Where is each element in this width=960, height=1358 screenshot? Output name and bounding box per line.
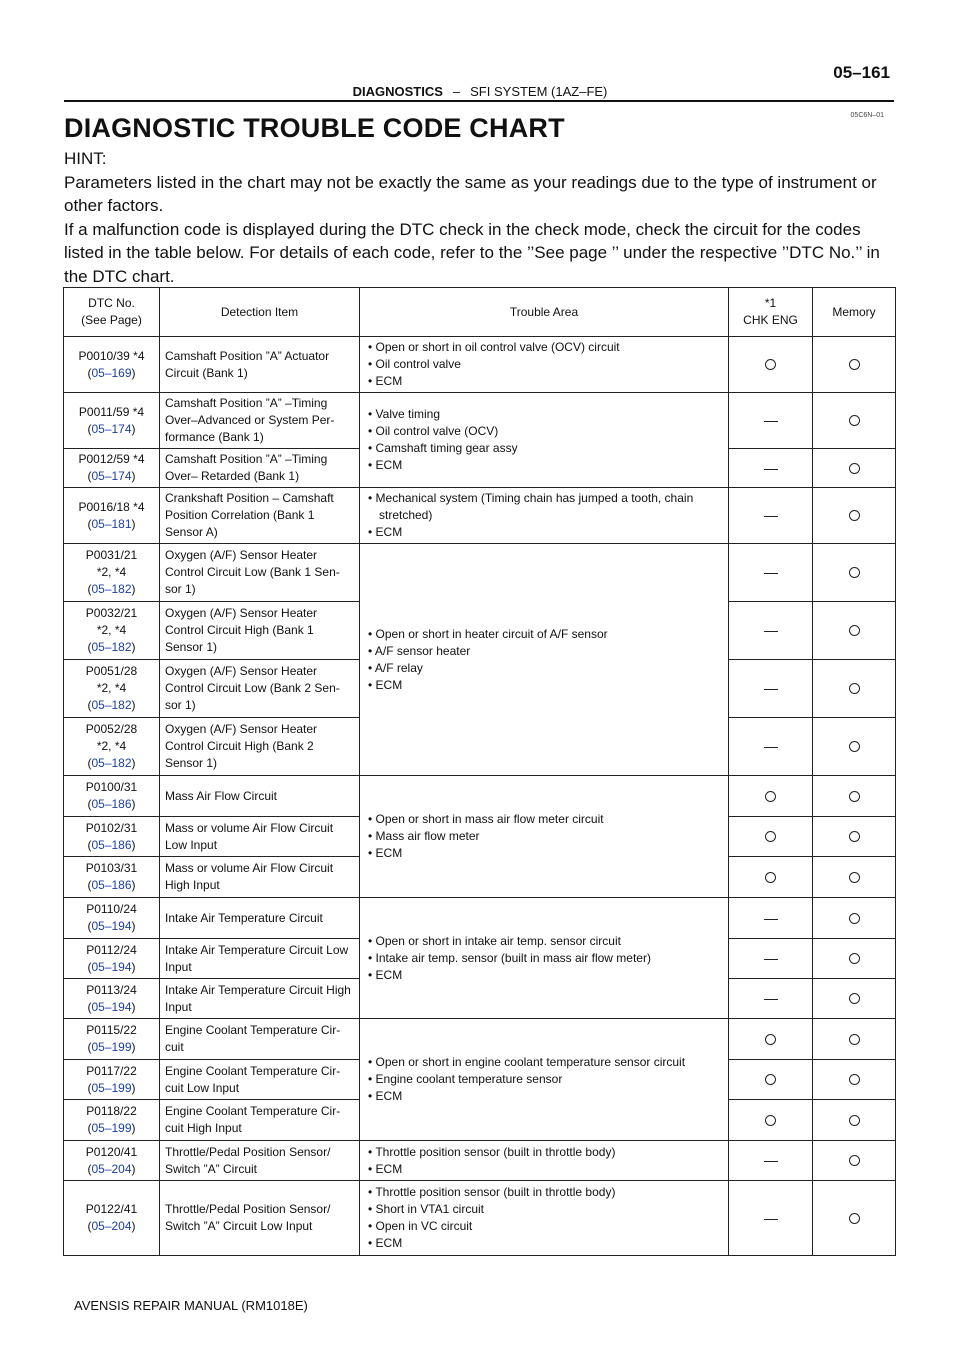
chk-eng-cell xyxy=(729,979,813,1019)
trouble-area-item: • Camshaft timing gear assy xyxy=(368,441,518,455)
memory-cell xyxy=(813,1181,896,1256)
trouble-area-item: • ECM xyxy=(368,677,403,692)
circle-symbol xyxy=(849,625,860,636)
dtc-code: P0016/18 *4 xyxy=(78,499,145,514)
circle-symbol xyxy=(849,913,860,924)
memory-cell xyxy=(813,1100,896,1141)
circle-symbol xyxy=(849,510,860,521)
detection-item-cell: Oxygen (A/F) Sensor Heater Control Circuit Low (Bank 2 Sen- sor 1) xyxy=(160,660,360,718)
header-chk-eng: *1 CHK ENG xyxy=(729,288,813,337)
hint-label: HINT: xyxy=(64,149,107,168)
see-page-link[interactable]: 05–199 xyxy=(91,1080,132,1095)
dtc-code: P0031/21 xyxy=(85,548,138,562)
circle-symbol xyxy=(765,791,776,802)
see-page-link[interactable]: 05–204 xyxy=(91,1219,132,1233)
see-page-link[interactable]: 05–194 xyxy=(91,999,132,1014)
trouble-area-cell xyxy=(360,1141,729,1181)
table-row xyxy=(64,1141,896,1181)
dtc-number-cell xyxy=(64,488,160,544)
dtc-code: P0122/41 xyxy=(85,1202,138,1216)
header-separator: – xyxy=(452,84,461,99)
see-page-link[interactable]: 05–174 xyxy=(91,469,132,483)
dtc-number-cell xyxy=(64,898,160,939)
dtc-code: P0120/41 xyxy=(85,1144,138,1159)
trouble-area-item: • Valve timing xyxy=(368,407,441,421)
dtc-number-cell xyxy=(64,1060,160,1100)
trouble-area-item: • Throttle position sensor (built in throttle body) xyxy=(368,1185,616,1199)
dtc-number-cell xyxy=(64,979,160,1019)
memory-cell xyxy=(813,1060,896,1100)
see-page-link[interactable]: 05–182 xyxy=(91,640,132,654)
see-page-link[interactable]: 05–182 xyxy=(91,698,132,712)
see-page-line: (05–182) xyxy=(87,698,136,712)
dash-symbol xyxy=(764,1161,778,1162)
dtc-code-notes: *2, *4 xyxy=(96,565,127,579)
memory-cell xyxy=(813,718,896,776)
trouble-area-item: • ECM xyxy=(368,1161,403,1176)
see-page-line: (05–199) xyxy=(87,1080,136,1095)
see-page-link[interactable]: 05–182 xyxy=(91,756,132,770)
chk-eng-cell xyxy=(729,1100,813,1141)
table-row xyxy=(64,393,896,449)
dtc-number-cell xyxy=(64,449,160,488)
dash-symbol xyxy=(764,999,778,1000)
dtc-number-cell xyxy=(64,660,160,718)
dtc-number-cell xyxy=(64,817,160,857)
memory-cell xyxy=(813,393,896,449)
dtc-code: P0012/59 *4 xyxy=(78,452,145,466)
chk-eng-cell xyxy=(729,602,813,660)
dtc-number-cell xyxy=(64,337,160,393)
trouble-area-cell xyxy=(360,393,729,488)
document-code: 05C6N–01 xyxy=(850,112,884,119)
trouble-area-item: • Intake air temp. sensor (built in mass air flow meter) xyxy=(368,950,651,965)
dtc-chart-table xyxy=(63,287,896,1256)
dtc-number-cell xyxy=(64,1019,160,1060)
dash-symbol xyxy=(764,919,778,920)
dtc-code: P0100/31 xyxy=(85,780,138,794)
dtc-number-cell xyxy=(64,544,160,602)
see-page-line: (05–194) xyxy=(87,919,136,933)
detection-item-cell: Camshaft Position ”A” –Timing Over–Advanced or System Per- formance (Bank 1) xyxy=(160,393,360,449)
circle-symbol xyxy=(849,993,860,1004)
table-row xyxy=(64,544,896,602)
memory-cell xyxy=(813,449,896,488)
detection-item-cell: Mass Air Flow Circuit xyxy=(160,776,360,817)
trouble-area-cell xyxy=(360,337,729,393)
circle-symbol xyxy=(765,1074,776,1085)
dtc-code: P0051/28 xyxy=(85,664,138,678)
table-row xyxy=(64,776,896,817)
dash-symbol xyxy=(764,516,778,517)
see-page-link[interactable]: 05–186 xyxy=(91,878,132,892)
see-page-line: (05–199) xyxy=(87,1121,136,1135)
header-trouble-area: Trouble Area xyxy=(360,288,729,337)
dtc-code: P0113/24 xyxy=(86,982,137,997)
detection-item-cell: Oxygen (A/F) Sensor Heater Control Circuit Low (Bank 1 Sen- sor 1) xyxy=(160,544,360,602)
circle-symbol xyxy=(849,791,860,802)
see-page-line: (05–186) xyxy=(87,797,136,811)
hint-paragraph-2: If a malfunction code is displayed during the DTC check in the check mode, check the circuit for the codes listed in the table below. For details of each code, refer to the ’’See page ’’ under the respective ’’DTC No.’’ in the DTC chart. xyxy=(64,219,880,286)
see-page-line: (05–194) xyxy=(87,999,136,1014)
trouble-area-cell xyxy=(360,776,729,898)
see-page-link[interactable]: 05–169 xyxy=(91,365,132,380)
trouble-area-cell xyxy=(360,1181,729,1256)
trouble-area-item: • A/F sensor heater xyxy=(368,643,471,658)
see-page-link[interactable]: 05–186 xyxy=(91,797,132,811)
circle-symbol xyxy=(849,683,860,694)
dtc-number-cell xyxy=(64,602,160,660)
dash-symbol xyxy=(764,1219,778,1220)
circle-symbol xyxy=(849,359,860,370)
memory-cell xyxy=(813,488,896,544)
see-page-line: (05–181) xyxy=(87,516,136,531)
detection-item-cell: Oxygen (A/F) Sensor Heater Control Circuit High (Bank 2 Sensor 1) xyxy=(160,718,360,776)
memory-cell xyxy=(813,1019,896,1060)
dtc-number-cell xyxy=(64,718,160,776)
dtc-code: P0117/22 xyxy=(86,1063,137,1078)
chk-eng-cell xyxy=(729,718,813,776)
trouble-area-cell xyxy=(360,1019,729,1141)
trouble-area-item: • Oil control valve xyxy=(368,357,461,371)
memory-cell xyxy=(813,857,896,898)
dtc-code: P0112/24 xyxy=(86,942,137,957)
dash-symbol xyxy=(764,747,778,748)
header-dtc-no: DTC No. (See Page) xyxy=(64,288,160,337)
detection-item-cell: Throttle/Pedal Position Sensor/ Switch ”A” Circuit xyxy=(160,1141,360,1181)
chk-eng-cell xyxy=(729,939,813,979)
memory-cell xyxy=(813,602,896,660)
chk-eng-cell xyxy=(729,898,813,939)
dtc-number-cell xyxy=(64,1100,160,1141)
table-row xyxy=(64,488,896,544)
see-page-link[interactable]: 05–194 xyxy=(91,919,132,933)
circle-symbol xyxy=(849,567,860,578)
chk-eng-cell xyxy=(729,1019,813,1060)
detection-item-cell: Mass or volume Air Flow Circuit Low Input xyxy=(160,817,360,857)
dtc-number-cell xyxy=(64,1181,160,1256)
see-page-line: (05–182) xyxy=(87,582,136,596)
memory-cell xyxy=(813,817,896,857)
trouble-area-item: • Short in VTA1 circuit xyxy=(368,1202,485,1216)
memory-cell xyxy=(813,979,896,1019)
see-page-line: (05–174) xyxy=(87,469,136,483)
trouble-area-item: • Throttle position sensor (built in throttle body) xyxy=(368,1144,616,1159)
dash-symbol xyxy=(764,573,778,574)
see-page-link[interactable]: 05–199 xyxy=(91,1040,132,1054)
memory-cell xyxy=(813,776,896,817)
trouble-area-cell xyxy=(360,544,729,776)
table-row xyxy=(64,1019,896,1060)
detection-item-cell: Engine Coolant Temperature Cir- cuit High Input xyxy=(160,1100,360,1141)
trouble-area-item: • Open or short in oil control valve (OCV) circuit xyxy=(368,340,620,354)
dtc-code-notes: *2, *4 xyxy=(96,681,127,695)
detection-item-cell: Camshaft Position ”A” –Timing Over– Retarded (Bank 1) xyxy=(160,449,360,488)
dtc-number-cell xyxy=(64,393,160,449)
table-header-row xyxy=(64,288,896,337)
circle-symbol xyxy=(849,1115,860,1126)
circle-symbol xyxy=(849,1034,860,1045)
trouble-area-cell xyxy=(360,898,729,1019)
table-row xyxy=(64,337,896,393)
trouble-area-item: • ECM xyxy=(368,374,403,388)
header-memory: Memory xyxy=(813,288,896,337)
detection-item-cell: Crankshaft Position – Camshaft Position Correlation (Bank 1 Sensor A) xyxy=(160,488,360,544)
page-footer: AVENSIS REPAIR MANUAL (RM1018E) xyxy=(74,1298,308,1313)
page-number: 05–161 xyxy=(833,63,890,82)
trouble-area-item: • Mass air flow meter xyxy=(368,829,480,843)
chk-eng-cell xyxy=(729,544,813,602)
dash-symbol xyxy=(764,469,778,470)
dash-symbol xyxy=(764,689,778,690)
trouble-area-item: • ECM xyxy=(368,967,403,982)
trouble-area-item: • Open or short in heater circuit of A/F sensor xyxy=(368,626,608,641)
detection-item-cell: Engine Coolant Temperature Cir- cuit Low Input xyxy=(160,1060,360,1100)
dtc-code: P0115/22 xyxy=(86,1023,137,1037)
header-rule xyxy=(64,100,894,102)
dtc-code: P0118/22 xyxy=(86,1104,137,1118)
see-page-line: (05–204) xyxy=(87,1219,136,1233)
circle-symbol xyxy=(765,1034,776,1045)
circle-symbol xyxy=(765,831,776,842)
see-page-link[interactable]: 05–174 xyxy=(91,421,132,436)
memory-cell xyxy=(813,544,896,602)
dash-symbol xyxy=(764,631,778,632)
header-detection-item: Detection Item xyxy=(160,288,360,337)
see-page-link[interactable]: 05–186 xyxy=(91,837,132,852)
dtc-number-cell xyxy=(64,776,160,817)
detection-item-cell: Camshaft Position ”A” Actuator Circuit (Bank 1) xyxy=(160,337,360,393)
see-page-line: (05–182) xyxy=(87,756,136,770)
see-page-line: (05–182) xyxy=(87,640,136,654)
trouble-area-item: • Engine coolant temperature sensor xyxy=(368,1072,563,1086)
trouble-area-item: • Mechanical system (Timing chain has jumped a tooth, chain xyxy=(368,491,694,505)
see-page-link[interactable]: 05–194 xyxy=(91,959,132,974)
dtc-code: P0032/21 xyxy=(85,606,138,620)
trouble-area-item: • Open or short in intake air temp. sensor circuit xyxy=(368,933,621,948)
see-page-line: (05–174) xyxy=(87,421,136,436)
dtc-code-notes: *2, *4 xyxy=(96,623,127,637)
trouble-area-item: • ECM xyxy=(368,846,403,860)
detection-item-cell: Intake Air Temperature Circuit High Input xyxy=(160,979,360,1019)
memory-cell xyxy=(813,337,896,393)
see-page-line: (05–194) xyxy=(87,959,136,974)
chk-eng-cell xyxy=(729,1060,813,1100)
circle-symbol xyxy=(849,741,860,752)
trouble-area-item: • Open or short in mass air flow meter circuit xyxy=(368,812,604,826)
circle-symbol xyxy=(849,463,860,474)
detection-item-cell: Intake Air Temperature Circuit xyxy=(160,898,360,939)
see-page-line: (05–186) xyxy=(87,837,136,852)
detection-item-cell: Oxygen (A/F) Sensor Heater Control Circuit High (Bank 1 Sensor 1) xyxy=(160,602,360,660)
trouble-area-item: stretched) xyxy=(379,508,433,522)
hint-block xyxy=(64,147,900,288)
see-page-link[interactable]: 05–182 xyxy=(91,582,132,596)
trouble-area-item: • Open or short in engine coolant temperature sensor circuit xyxy=(368,1055,686,1069)
chk-eng-cell xyxy=(729,857,813,898)
memory-cell xyxy=(813,660,896,718)
circle-symbol xyxy=(849,1213,860,1224)
trouble-area-item: • ECM xyxy=(368,1089,403,1103)
chk-eng-cell xyxy=(729,817,813,857)
circle-symbol xyxy=(849,872,860,883)
circle-symbol xyxy=(765,359,776,370)
circle-symbol xyxy=(849,1155,860,1166)
dtc-code: P0052/28 xyxy=(85,722,138,736)
see-page-link[interactable]: 05–204 xyxy=(91,1161,132,1176)
trouble-area-item: • A/F relay xyxy=(368,660,423,675)
table-row xyxy=(64,898,896,939)
hint-paragraph-1: Parameters listed in the chart may not be exactly the same as your readings due to the type of instrument or other factors. xyxy=(64,172,877,215)
dtc-code: P0102/31 xyxy=(85,820,138,835)
chk-eng-cell xyxy=(729,393,813,449)
chk-eng-cell xyxy=(729,337,813,393)
circle-symbol xyxy=(765,872,776,883)
dtc-number-cell xyxy=(64,1141,160,1181)
trouble-area-item: • Oil control valve (OCV) xyxy=(368,424,499,438)
circle-symbol xyxy=(849,953,860,964)
memory-cell xyxy=(813,898,896,939)
see-page-line: (05–204) xyxy=(87,1161,136,1176)
chk-eng-cell xyxy=(729,488,813,544)
dtc-number-cell xyxy=(64,857,160,898)
chk-eng-cell xyxy=(729,776,813,817)
detection-item-cell: Engine Coolant Temperature Cir- cuit xyxy=(160,1019,360,1060)
dtc-code: P0110/24 xyxy=(86,902,137,916)
see-page-link[interactable]: 05–181 xyxy=(91,516,132,531)
trouble-area-cell xyxy=(360,488,729,544)
dtc-code: P0010/39 *4 xyxy=(78,348,145,363)
dtc-number-cell xyxy=(64,939,160,979)
trouble-area-item: • ECM xyxy=(368,458,403,472)
dash-symbol xyxy=(764,959,778,960)
memory-cell xyxy=(813,939,896,979)
header-subsection: SFI SYSTEM (1AZ–FE) xyxy=(470,84,608,99)
chk-eng-cell xyxy=(729,1181,813,1256)
see-page-line: (05–199) xyxy=(87,1040,136,1054)
dtc-code: P0011/59 *4 xyxy=(78,404,145,419)
detection-item-cell: Throttle/Pedal Position Sensor/ Switch ”A” Circuit Low Input xyxy=(160,1181,360,1256)
page-title: DIAGNOSTIC TROUBLE CODE CHART xyxy=(64,113,565,143)
circle-symbol xyxy=(849,1074,860,1085)
running-header xyxy=(0,84,960,99)
circle-symbol xyxy=(849,415,860,426)
chk-eng-cell xyxy=(729,449,813,488)
detection-item-cell: Intake Air Temperature Circuit Low Input xyxy=(160,939,360,979)
chk-eng-cell xyxy=(729,660,813,718)
table-body xyxy=(64,337,896,1256)
header-section: DIAGNOSTICS xyxy=(352,84,443,99)
detection-item-cell: Mass or volume Air Flow Circuit High Input xyxy=(160,857,360,898)
trouble-area-item: • ECM xyxy=(368,1236,403,1250)
memory-cell xyxy=(813,1141,896,1181)
circle-symbol xyxy=(765,1115,776,1126)
dtc-code: P0103/31 xyxy=(85,861,138,875)
circle-symbol xyxy=(849,831,860,842)
trouble-area-item: • Open in VC circuit xyxy=(368,1219,473,1233)
chk-eng-cell xyxy=(729,1141,813,1181)
trouble-area-item: • ECM xyxy=(368,525,403,539)
table-row xyxy=(64,1181,896,1256)
dtc-code-notes: *2, *4 xyxy=(96,739,127,753)
see-page-line: (05–169) xyxy=(87,365,136,380)
see-page-line: (05–186) xyxy=(87,878,136,892)
dash-symbol xyxy=(764,421,778,422)
see-page-link[interactable]: 05–199 xyxy=(91,1121,132,1135)
